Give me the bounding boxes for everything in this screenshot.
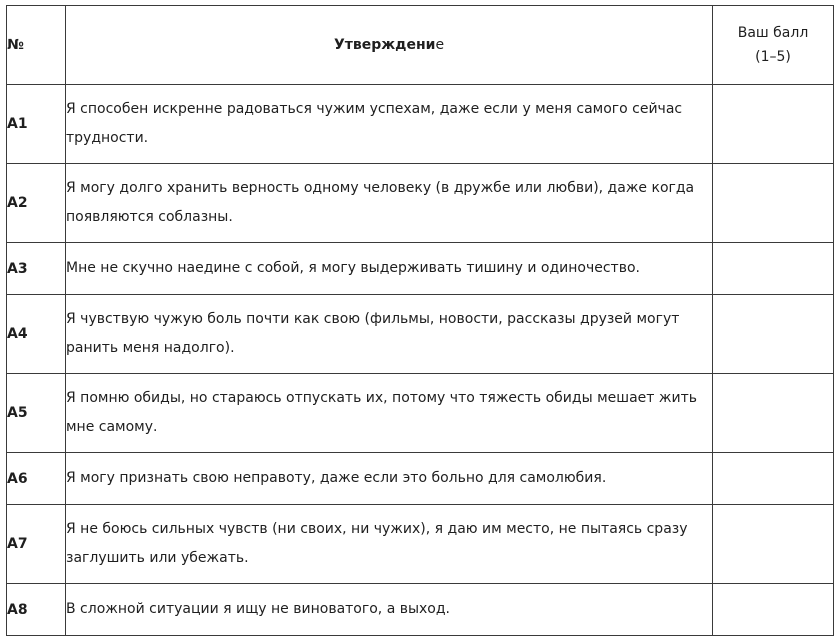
row-id: А2 (7, 164, 66, 243)
row-id: А8 (7, 584, 66, 636)
header-statement (66, 6, 713, 85)
row-statement: Я способен искренне радоваться чужим успехам, даже если у меня самого сейчас трудности. (66, 85, 713, 164)
table-row (7, 295, 834, 374)
table-row (7, 164, 834, 243)
score-cell[interactable] (713, 584, 834, 636)
row-id: А6 (7, 453, 66, 505)
row-statement: Я могу долго хранить верность одному человеку (в дружбе или любви), даже когда появляются соблазны. (66, 164, 713, 243)
row-statement: В сложной ситуации я ищу не виноватого, а выход. (66, 584, 713, 636)
score-cell[interactable] (713, 295, 834, 374)
row-id: А4 (7, 295, 66, 374)
score-cell[interactable] (713, 85, 834, 164)
table-row (7, 584, 834, 636)
header-number: № (7, 6, 66, 85)
score-cell[interactable] (713, 164, 834, 243)
score-cell[interactable] (713, 453, 834, 505)
row-id: А5 (7, 374, 66, 453)
table-row (7, 85, 834, 164)
table-row (7, 453, 834, 505)
row-statement: Я не боюсь сильных чувств (ни своих, ни чужих), я даю им место, не пытаясь сразу заглушить или убежать. (66, 505, 713, 584)
table-row (7, 243, 834, 295)
row-statement: Мне не скучно наедине с собой, я могу выдерживать тишину и одиночество. (66, 243, 713, 295)
row-id: А3 (7, 243, 66, 295)
header-score (713, 6, 834, 85)
row-statement: Я помню обиды, но стараюсь отпускать их, потому что тяжесть обиды мешает жить мне самому. (66, 374, 713, 453)
table-row (7, 505, 834, 584)
row-id: А1 (7, 85, 66, 164)
header-statement-tail: е (435, 37, 445, 53)
row-statement: Я чувствую чужую боль почти как свою (фильмы, новости, рассказы друзей могут ранить меня надолго). (66, 295, 713, 374)
header-score-range: (1–5) (755, 49, 791, 65)
score-cell[interactable] (713, 374, 834, 453)
row-statement: Я могу признать свою неправоту, даже если это больно для самолюбия. (66, 453, 713, 505)
header-statement-bold: Утверждени (333, 37, 436, 53)
header-score-label: Ваш балл (737, 25, 809, 41)
survey-table (6, 5, 834, 636)
table-row (7, 374, 834, 453)
row-id: А7 (7, 505, 66, 584)
score-cell[interactable] (713, 243, 834, 295)
score-cell[interactable] (713, 505, 834, 584)
header-row (7, 6, 834, 85)
